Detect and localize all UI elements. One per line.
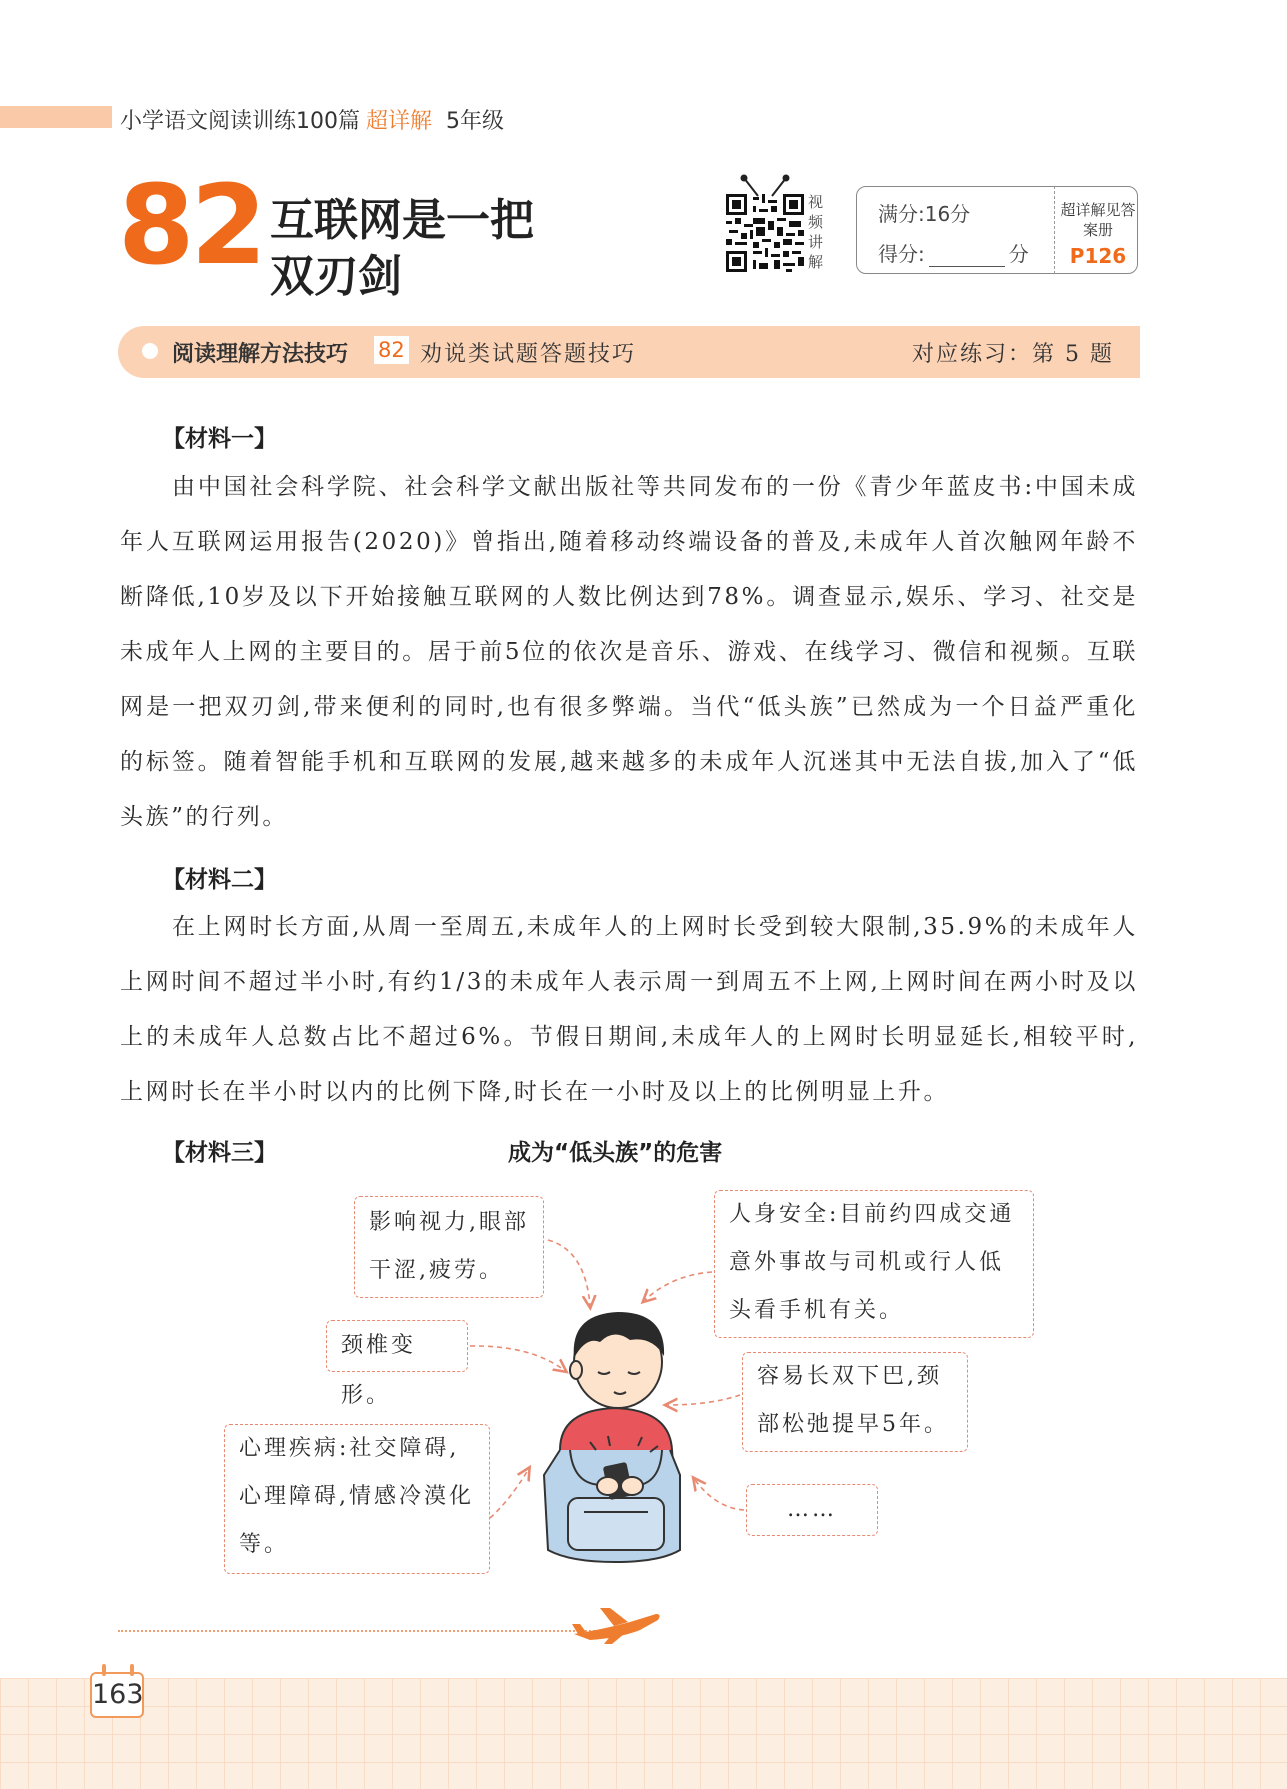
lesson-number: 82 [118, 161, 264, 289]
series-grade: 5年级 [446, 109, 505, 134]
banner-topic: 劝说类试题答题技巧 [420, 342, 637, 367]
answer-page: P126 [1069, 244, 1127, 268]
airplane-icon [570, 1604, 662, 1646]
harm-box-more: …… [746, 1484, 878, 1536]
lesson-title-line2: 双刃剑 [270, 251, 402, 302]
material2-text: 在上网时长方面,从周一至周五,未成年人的上网时长受到较大限制,35.9%的未成年人上网时间不超过半小时,有约1/3的未成年人表示周一到周五不上网,上网时间在两小时及以上的未成年人总数占比不超过6%。节假日期间,未成年人的上网时长明显延长,相较平时,上网时长在半小时以内的比例下降,时长在一小时及以上的比例明显上升。 [120, 914, 1138, 1105]
qr-label: 视频讲解 [808, 193, 824, 271]
qr-code-icon[interactable] [726, 194, 804, 272]
material2-heading: 【材料二】 [162, 867, 277, 893]
footer-dotted-line [118, 1630, 598, 1632]
qr-antenna-icon [736, 174, 794, 198]
score-blank-line[interactable] [929, 248, 1005, 267]
boy-with-phone-illustration [530, 1300, 700, 1570]
calendar-rings-icon [96, 1664, 140, 1676]
series-tag: 超详解 [366, 109, 433, 134]
score-got-prefix: 得分: [878, 242, 925, 266]
page-number: 163 [90, 1672, 144, 1718]
harm-box-safety: 人身安全:目前约四成交通意外事故与司机或行人低头看手机有关。 [714, 1190, 1034, 1338]
score-divider [1054, 186, 1055, 274]
diagram-title: 成为“低头族”的危害 [508, 1140, 723, 1166]
banner-title: 阅读理解方法技巧 [172, 342, 349, 367]
lesson-title-line1: 互联网是一把 [270, 195, 534, 246]
material1-heading: 【材料一】 [162, 426, 277, 452]
banner-number: 82 [374, 336, 409, 364]
full-score: 满分:16分 [878, 202, 971, 226]
header-accent-bar [0, 106, 112, 128]
material3-heading: 【材料三】 [162, 1140, 277, 1166]
banner-practice: 对应练习：第 5 题 [912, 342, 1114, 367]
harm-box-chin: 容易长双下巴,颈部松弛提早5年。 [742, 1352, 968, 1452]
banner-bullet-icon [142, 343, 158, 359]
header-series [120, 104, 504, 135]
score-field[interactable] [878, 238, 1029, 267]
score-got-suffix: 分 [1008, 242, 1029, 266]
answer-reference-label: 超详解见答案册 [1060, 201, 1136, 239]
harm-box-mental: 心理疾病:社交障碍,心理障碍,情感冷漠化等。 [224, 1424, 490, 1574]
harm-box-vision: 影响视力,眼部干涩,疲劳。 [354, 1196, 544, 1298]
harm-box-neck: 颈椎变形。 [326, 1320, 468, 1372]
material1-text: 由中国社会科学院、社会科学文献出版社等共同发布的一份《青少年蓝皮书:中国未成年人互联网运用报告(2020)》曾指出,随着移动终端设备的普及,未成年人首次触网年龄不断降低,10岁及以下开始接触互联网的人数比例达到78%。调查显示,娱乐、学习、社交是未成年人上网的主要目的。居于前5位的依次是音乐、游戏、在线学习、微信和视频。互联网是一把双刃剑,带来便利的同时,也有很多弊端。当代“低头族”已然成为一个日益严重化的标签。随着智能手机和互联网的发展,越来越多的未成年人沉迷其中无法自拔,加入了“低头族”的行列。 [120, 474, 1138, 830]
series-name: 小学语文阅读训练100篇 [120, 109, 360, 134]
footer-grid-background [0, 1678, 1287, 1789]
